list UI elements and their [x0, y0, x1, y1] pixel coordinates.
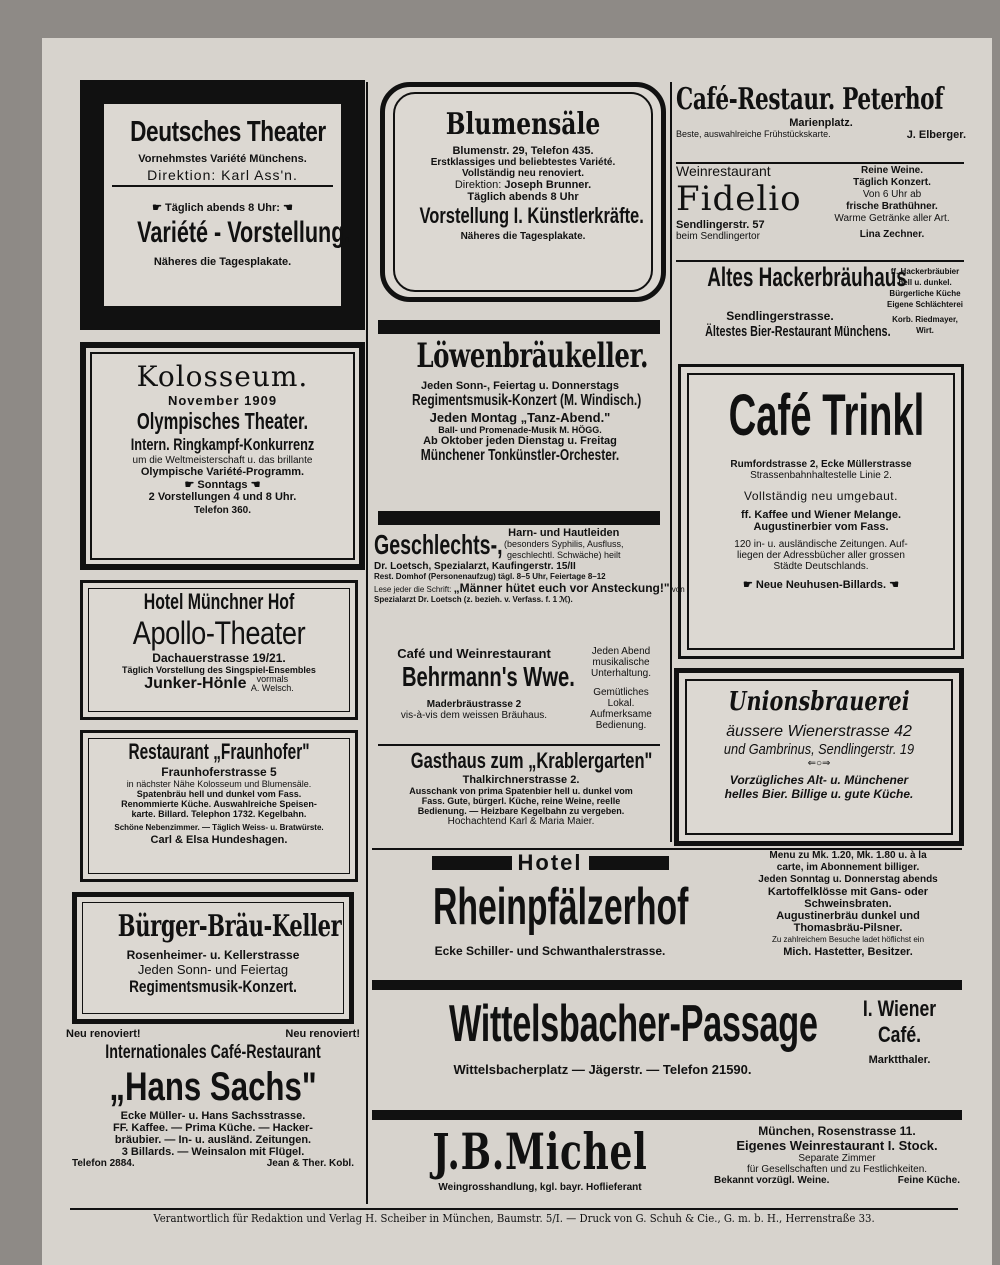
detail: 3 Billards. — Weinsalon mit Flügel.	[121, 1146, 305, 1158]
title: „Hans Sachs"	[109, 1065, 317, 1109]
detail: Bekannt vorzügl. Weine.	[714, 1175, 830, 1186]
imprint-footer	[70, 1212, 958, 1232]
ad-behrmann	[374, 646, 668, 746]
address: Blumenstr. 29, Telefon 435.	[452, 145, 594, 157]
address: Rosenheimer- u. Kellerstrasse	[126, 948, 300, 962]
detail: karte. Billard. Telephon 1732. Kegelbahn.	[131, 809, 307, 819]
line: Regimentsmusik-Konzert (M. Windisch.)	[412, 392, 642, 409]
renovated: Neu renoviert!	[66, 1028, 141, 1040]
detail: Bedienung. — Heizbare Kegelbahn zu vergeben.	[417, 806, 625, 816]
divider	[378, 320, 660, 334]
title: Deutsches Theater	[130, 116, 326, 148]
feature: Von 6 Uhr ab	[862, 189, 922, 200]
tagline: Ältestes Bier-Restaurant Münchens.	[705, 323, 891, 340]
detail: bräubier. — In- u. ausländ. Zeitungen.	[114, 1134, 312, 1146]
title: Behrmann's Wwe.	[402, 661, 575, 692]
footer-rule	[70, 1208, 958, 1210]
address: und Gambrinus, Sendlingerstr. 19	[723, 741, 915, 758]
address-note: beim Sendlingertor	[676, 231, 760, 242]
line: Münchener Tonkünstler-Orchester.	[420, 447, 620, 464]
line: Jeden Sonn-, Feiertag u. Donnerstags	[420, 380, 620, 392]
line: Jeden Montag „Tanz-Abend."	[429, 410, 611, 425]
ad-deutsches-theater	[80, 80, 365, 330]
renovated: Neu renoviert!	[285, 1028, 360, 1040]
owners: Hochachtend Karl & Maria Maier.	[447, 816, 595, 827]
detail: Fass. Gute, bürgerl. Küche, reine Weine, reelle	[421, 796, 621, 806]
ad-hans-sachs	[66, 1028, 360, 1206]
divider	[372, 1110, 962, 1120]
ad-jb-michel	[370, 1122, 964, 1206]
menu: Jeden Sonntag u. Donnerstag abends	[758, 874, 938, 885]
address: äussere Wienerstrasse 42	[726, 723, 912, 740]
address: Rumfordstrasse 2, Ecke Müllerstrasse	[730, 459, 912, 470]
headline: Variété - Vorstellung.	[137, 216, 351, 249]
note: Näheres die Tagesplakate.	[153, 256, 292, 268]
menu: Augustinerbräu dunkel und	[776, 910, 920, 922]
ad-fraunhofer	[80, 730, 358, 882]
title: Restaurant „Fraunhofer"	[128, 739, 310, 764]
event: Intern. Ringkampf-Konkurrenz	[130, 435, 315, 454]
offer: helles Bier. Billige u. gute Küche.	[724, 787, 914, 801]
divider	[378, 744, 660, 746]
owner: Lina Zechner.	[859, 229, 925, 240]
name: Fidelio	[676, 179, 802, 219]
month: November 1909	[167, 393, 278, 408]
read-label: Lese jeder	[374, 585, 412, 594]
title: Gasthaus zum „Krablergarten"	[410, 748, 653, 773]
hotel-label: Hotel	[517, 850, 583, 875]
ad-cafe-trinkl	[678, 364, 964, 659]
ad-fidelio	[676, 163, 966, 259]
renovated: Vollständig neu umgebaut.	[744, 489, 898, 503]
feature: Bürgerliche Küche	[889, 289, 961, 298]
renovated: Vollständig neu renoviert.	[461, 168, 585, 179]
detail: Renommierte Küche. Auswahlreiche Speisen-	[121, 799, 317, 809]
tagline: Erstklassiges und beliebtestes Variété.	[430, 157, 616, 168]
feature: Lokal.	[607, 698, 635, 709]
headline: Olympisches Theater.	[136, 408, 309, 434]
address: Maderbräustrasse 2	[426, 699, 522, 710]
ad-wittelsbacher-passage	[370, 992, 964, 1112]
title: Rheinpfälzerhof	[433, 878, 689, 936]
imprint: Verantwortlich für Redaktion und Verlag H. Scheiber in München, Baumstr. 5/I. — Druck von G. Schuh & Cie., G. m. b. H., Herrenstraße 33.	[153, 1212, 875, 1225]
title: Wittelsbacher-Passage	[449, 995, 818, 1053]
shows: 2 Vorstellungen 4 und 8 Uhr.	[148, 491, 297, 503]
beer: Augustinerbier vom Fass.	[753, 521, 889, 533]
ad-blumensaele	[380, 82, 666, 302]
note: Näheres die Tagesplakate.	[460, 231, 586, 242]
formerly: vormals	[256, 674, 289, 684]
ad-kolosseum	[80, 342, 365, 570]
phone: Telefon 360.	[193, 505, 252, 516]
column-divider-right	[670, 82, 672, 842]
address: Ecke Schiller- und Schwanthalerstrasse.	[434, 944, 666, 958]
doctor: Dr. Loetsch, Spezialarzt, Kaufingerstr. 15/II	[374, 561, 576, 572]
hours: Rest. Domhof (Personenaufzug) tägl. 8–5 Uhr, Feiertage 8–12	[374, 572, 606, 581]
owners: Jean & Ther. Kobl.	[266, 1158, 354, 1169]
conditions: (besonders Syphilis, Ausfluss,	[504, 539, 624, 549]
detail: Spatenbräu hell und dunkel vom Fass.	[136, 789, 302, 799]
title: Bürger-Bräu-Keller	[117, 909, 342, 944]
divider	[378, 511, 660, 525]
from: von	[671, 585, 685, 594]
address: Ecke Müller- u. Hans Sachsstrasse.	[120, 1110, 306, 1122]
owner: Korb. Riedmayer,	[892, 315, 958, 324]
coffee: ff. Kaffee und Wiener Melange.	[740, 509, 902, 521]
ad-dr-loetsch	[374, 527, 685, 646]
title: Kolosseum.	[136, 360, 309, 393]
type: Café und Weinrestaurant	[397, 646, 551, 661]
transit: Strassenbahnhaltestelle Linie 2.	[750, 470, 892, 481]
divider	[372, 980, 962, 990]
title: Apollo-Theater	[132, 615, 306, 651]
formerly-name: A. Welsch.	[250, 683, 294, 693]
feature: musikalische	[592, 657, 650, 668]
schedule: ☛ Täglich abends 8 Uhr: ☚	[152, 202, 293, 214]
read-label: die Schrift:	[413, 585, 452, 594]
feature: Täglich Konzert.	[853, 177, 931, 188]
address: Fraunhoferstrasse 5	[161, 765, 277, 779]
schedule: Täglich abends 8 Uhr	[467, 191, 579, 203]
director: Joseph Brunner.	[504, 179, 592, 191]
billiards: ☛ Neue Neuhusen-Billards. ☚	[742, 579, 900, 591]
direction: Direktion: Karl Ass'n.	[112, 167, 333, 187]
ad-loewenbraeukeller	[376, 336, 664, 512]
cafe-label: Café.	[877, 1022, 922, 1047]
menu: Menu zu Mk. 1.20, Mk. 1.80 u. à la	[769, 850, 927, 861]
detail: Schöne Nebenzimmer. — Täglich Weiss- u. Bratwürste.	[114, 823, 324, 832]
owner-title: Wirt.	[916, 326, 934, 335]
owner: Mich. Hastetter, Besitzer.	[783, 946, 913, 958]
feature: Aufmerksame	[590, 709, 652, 720]
address: Thalkirchnerstrasse 2.	[462, 774, 580, 786]
show: Täglich Vorstellung des Singspiel-Ensembles	[122, 665, 316, 675]
detail: für Gesellschaften und zu Festlichkeiten.	[746, 1164, 928, 1175]
feature: Reine Weine.	[860, 165, 924, 176]
address: Wittelsbacherplatz — Jägerstr. — Telefon 21590.	[453, 1062, 752, 1077]
concert: Regimentsmusik-Konzert.	[129, 977, 297, 996]
program: Olympische Variété-Programm.	[140, 466, 305, 478]
subtitle: Vornehmstes Variété Münchens.	[138, 153, 307, 165]
phone: Telefon 2884.	[72, 1158, 135, 1169]
pamphlet: „Männer hütet euch vor Ansteckung!"	[453, 581, 670, 595]
ad-peterhof	[676, 82, 966, 162]
address: Dachauerstrasse 19/21.	[152, 651, 286, 665]
ad-apollo-theater	[80, 580, 358, 720]
address: München, Rosenstrasse 11.	[758, 1124, 916, 1138]
line: Ab Oktober jeden Dienstag u. Freitag	[423, 435, 617, 447]
title: Altes Hackerbräuhaus	[707, 262, 907, 292]
feature: ff. Hackerbräubier	[890, 267, 960, 276]
offer: Vorzügliches Alt- u. Münchener	[729, 773, 909, 787]
ensemble: Junker-Hönle	[144, 675, 247, 693]
feature: Unterhaltung.	[590, 668, 652, 679]
ad-buerger-braeu-keller	[72, 892, 354, 1024]
owner: J. Elberger.	[906, 129, 966, 141]
newspapers: Städte Deutschlands.	[773, 561, 869, 572]
owner: Marktthaler.	[868, 1054, 931, 1066]
conditions: geschlechtl. Schwäche) heilt	[507, 550, 621, 560]
subtitle: Harn- und Hautleiden	[508, 527, 620, 539]
location: vis-à-vis dem weissen Bräuhaus.	[400, 710, 548, 721]
detail: Separate Zimmer	[798, 1153, 876, 1164]
title: Löwenbräukeller.	[416, 336, 649, 376]
type: Internationales Café-Restaurant	[105, 1042, 321, 1063]
restaurant: Eigenes Weinrestaurant I. Stock.	[736, 1138, 938, 1153]
address: Sendlingerstrasse.	[726, 309, 834, 323]
hotel: Hotel Münchner Hof	[143, 589, 295, 614]
ad-hackerbraeu	[676, 262, 966, 358]
title: Café-Restaur. Peterhof	[676, 82, 944, 117]
breakfast: Beste, auswahlreiche Frühstückskarte.	[676, 129, 831, 139]
line: Ball- und Promenade-Musik M. HÖGG.	[438, 425, 602, 435]
feature: Eigene Schlächterei	[886, 300, 964, 309]
feature: Gemütliches	[593, 687, 649, 698]
type: Weinrestaurant	[676, 163, 771, 179]
detail: Ausschank von prima Spatenbier hell u. dunkel vom	[409, 786, 633, 796]
title: J.B.Michel	[432, 1122, 648, 1181]
title: Unionsbrauerei	[728, 687, 910, 717]
newspapers: 120 in- u. ausländische Zeitungen. Auf-	[734, 539, 908, 550]
subtitle: Weingrosshandlung, kgl. bayr. Hoflieferant	[438, 1182, 642, 1193]
feature: Jeden Abend	[591, 646, 651, 657]
detail: in nächster Nähe Kolosseum und Blumensäle.	[126, 779, 312, 789]
feature: frische Brathühner.	[846, 201, 938, 212]
cafe-name: I. Wiener	[862, 996, 937, 1021]
location: Marienplatz.	[789, 117, 853, 129]
detail: Feine Küche.	[897, 1175, 960, 1186]
title: Blumensäle	[445, 107, 601, 142]
feature: Bedienung.	[595, 720, 647, 731]
invitation: Zu zahlreichem Besuche ladet höflichst ein	[771, 935, 925, 944]
menu: Thomasbräu-Pilsner.	[793, 922, 903, 934]
event-detail: um die Weltmeisterschaft u. das brillante	[132, 455, 313, 466]
ad-rheinpfaelzerhof	[370, 850, 964, 975]
newspapers: liegen der Adressbücher aller grossen	[737, 550, 905, 561]
address: Sendlingerstr. 57	[676, 219, 765, 231]
menu: Kartoffelklösse mit Gans- oder	[767, 886, 929, 898]
feature: Warme Getränke aller Art.	[834, 213, 950, 224]
schedule: Jeden Sonn- und Feiertag	[137, 962, 289, 977]
title: Café Trinkl	[728, 383, 925, 448]
ad-krablergarten	[374, 748, 668, 846]
column-divider-left	[366, 82, 368, 1204]
detail: FF. Kaffee. — Prima Küche. — Hacker-	[113, 1122, 313, 1134]
headline: Vorstellung I. Künstlerkräfte.	[419, 203, 644, 228]
title: Geschlechts-,	[374, 528, 503, 560]
menu: carte, im Abonnement billiger.	[776, 862, 920, 873]
ad-unionsbrauerei: Unionsbrauerei äussere Wienerstrasse 42 und Gambrinus, Sendlingerstr. 19 ⇐○⇒ Vorzügliches Alt- u. Münchener helles Bier. Billige u. gute Küche.	[674, 668, 964, 846]
owners: Carl & Elsa Hundeshagen.	[150, 834, 288, 846]
direction-label: Direktion:	[454, 179, 502, 191]
feature: hell u. dunkel.	[898, 278, 952, 287]
menu: Schweinsbraten.	[804, 898, 892, 910]
sundays: ☛ Sonntags ☚	[184, 479, 261, 491]
author: Spezialarzt Dr. Loetsch (z. bezieh. v. Verfass. f. 1 ℳ).	[374, 595, 573, 604]
